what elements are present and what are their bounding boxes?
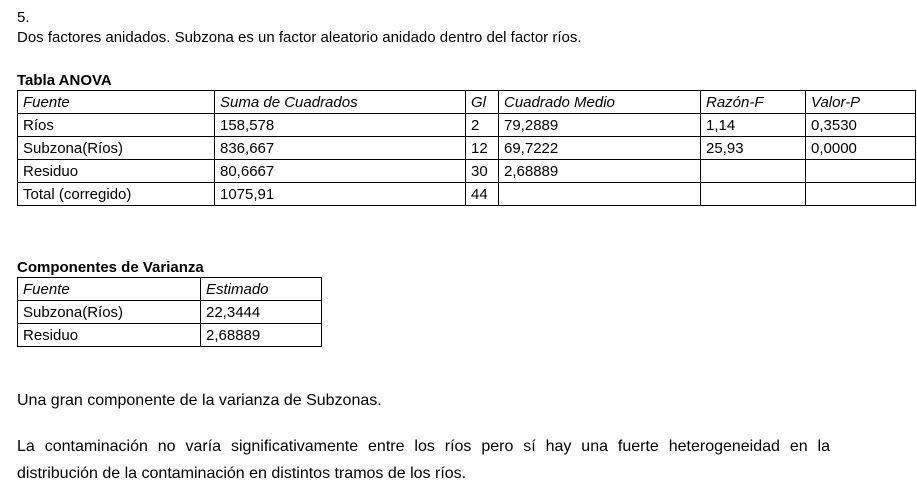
table-cell: 1,14 [701,114,806,137]
anova-table-title: Tabla ANOVA [17,72,112,89]
table-cell: Ríos [18,114,215,137]
anova-header-row [18,91,916,114]
table-cell [701,183,806,206]
table-cell: 836,667 [215,137,466,160]
table-cell: Total (corregido) [18,183,215,206]
table-cell: 0,0000 [806,137,916,160]
table-cell: Residuo [18,324,201,347]
column-header-cuadrado-medio: Cuadrado Medio [499,91,701,114]
column-header-fuente: Fuente [18,278,201,301]
item-number: 5. [17,9,30,26]
note-conclusion: La contaminación no varía significativamente entre los ríos pero sí hay una fuerte heterogeneidad en la distribución de la contaminación en distintos tramos de los ríos. [17,438,830,482]
anova-table [17,90,916,206]
table-cell: 80,6667 [215,160,466,183]
column-header-suma-de-cuadrados: Suma de Cuadrados [215,91,466,114]
table-cell [499,183,701,206]
table-cell: Subzona(Ríos) [18,137,215,160]
anova-row-subzona-rios [18,137,916,160]
table-cell: 2,68889 [201,324,322,347]
table-cell: 158,578 [215,114,466,137]
column-header-gl: Gl [466,91,499,114]
column-header-estimado: Estimado [201,278,322,301]
note-variance: Una gran componente de la varianza de Subzonas. [17,392,382,409]
variance-table-title: Componentes de Varianza [17,259,204,276]
table-cell: 44 [466,183,499,206]
table-cell: 69,7222 [499,137,701,160]
variance-components-table [17,277,322,347]
variance-row-subzona-rios [18,301,322,324]
table-cell: Subzona(Ríos) [18,301,201,324]
table-cell: 12 [466,137,499,160]
table-cell: 30 [466,160,499,183]
table-cell: 0,3530 [806,114,916,137]
table-cell [806,183,916,206]
column-header-fuente: Fuente [18,91,215,114]
table-cell: 2 [466,114,499,137]
anova-row-rios [18,114,916,137]
column-header-valor-p: Valor-P [806,91,916,114]
table-cell: 22,3444 [201,301,322,324]
table-cell: Residuo [18,160,215,183]
variance-header-row [18,278,322,301]
column-header-razon-f: Razón-F [701,91,806,114]
table-cell: 25,93 [701,137,806,160]
table-cell [806,160,916,183]
intro-text: Dos factores anidados. Subzona es un factor aleatorio anidado dentro del factor ríos. [17,29,582,46]
table-cell: 79,2889 [499,114,701,137]
table-cell [701,160,806,183]
table-cell: 1075,91 [215,183,466,206]
anova-row-residuo [18,160,916,183]
anova-row-total-corregido [18,183,916,206]
variance-row-residuo [18,324,322,347]
table-cell: 2,68889 [499,160,701,183]
